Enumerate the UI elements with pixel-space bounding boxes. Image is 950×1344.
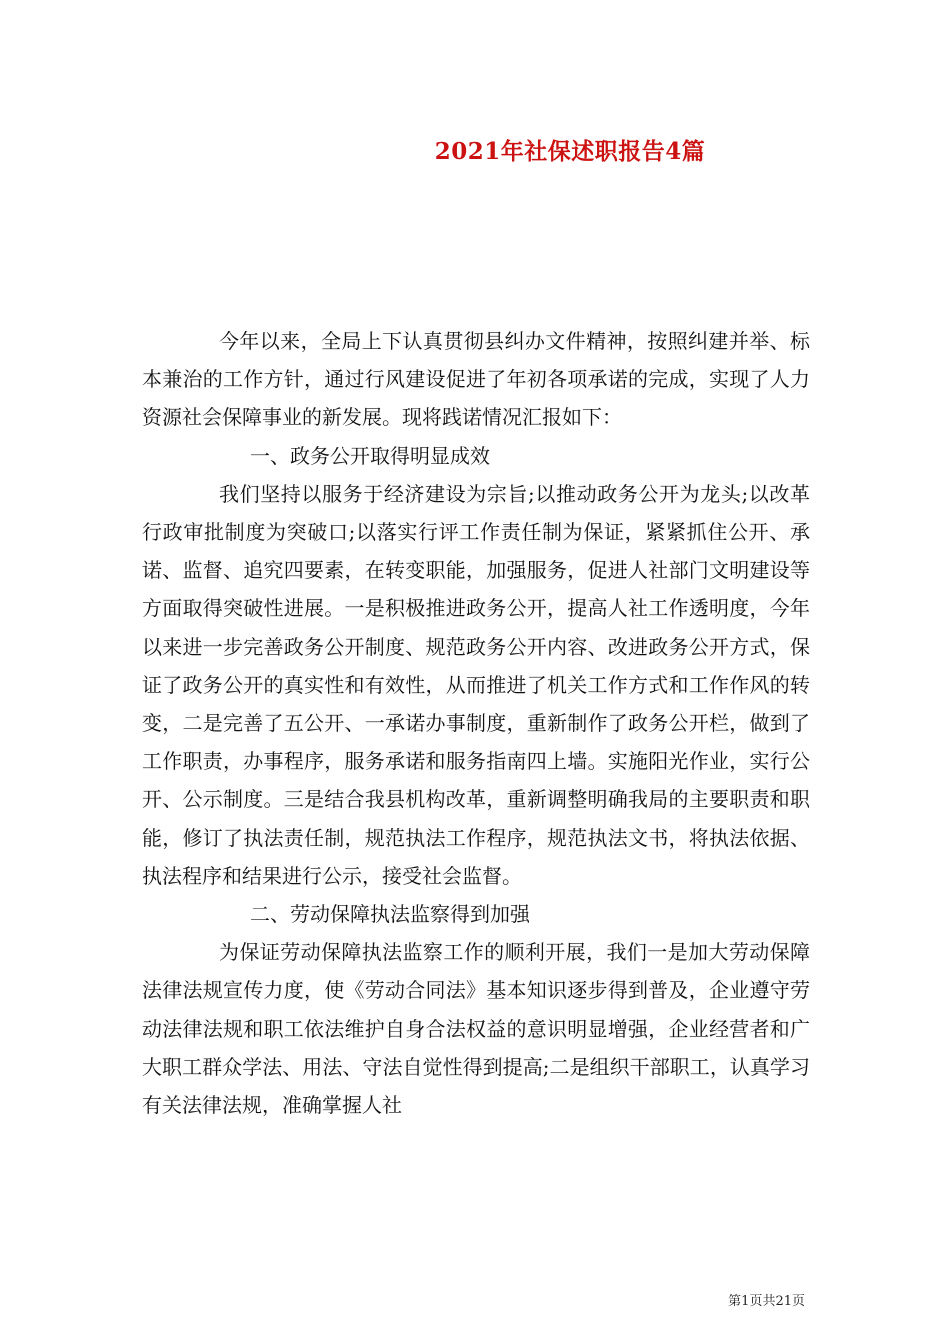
section-heading: 一、政务公开取得明显成效 (250, 443, 490, 468)
body-paragraph: 今年以来，全局上下认真贯彻县纠办文件精神，按照纠建并举、标本兼治的工作方针，通过行风建设促进了年初各项承诺的完成，实现了人力资源社会保障事业的新发展。现将践诺情况汇报如下： (142, 329, 810, 430)
document-body (142, 322, 810, 1124)
section-heading: 二、劳动保障执法监察得到加强 (250, 902, 530, 927)
document-title: 2021年社保述职报告4篇 (434, 138, 706, 165)
body-paragraph: 为保证劳动保障执法监察工作的顺利开展，我们一是加大劳动保障法律法规宣传力度，使《劳动合同法》基本知识逐步得到普及，企业遵守劳动法律法规和职工依法维护自身合法权益的意识明显增强，企业经营者和广大职工群众学法、用法、守法自觉性得到提高;二是组织干部职工，认真学习有关法律法规，准确掌握人社 (142, 940, 810, 1118)
page-number-footer: 第1页共21页 (728, 1294, 805, 1309)
body-paragraph: 我们坚持以服务于经济建设为宗旨;以推动政务公开为龙头;以改革行政审批制度为突破口;以落实行评工作责任制为保证，紧紧抓住公开、承诺、监督、追究四要素，在转变职能，加强服务，促进人社部门文明建设等方面取得突破性进展。一是积极推进政务公开，提高人社工作透明度，今年以来进一步完善政务公开制度、规范政务公开内容、改进政务公开方式，保证了政务公开的真实性和有效性，从而推进了机关工作方式和工作作风的转变，二是完善了五公开、一承诺办事制度，重新制作了政务公开栏，做到了工作职责，办事程序，服务承诺和服务指南四上墙。实施阳光作业，实行公开、公示制度。三是结合我县机构改革，重新调整明确我局的主要职责和职能，修订了执法责任制，规范执法工作程序，规范执法文书，将执法依据、执法程序和结果进行公示，接受社会监督。 (142, 481, 810, 888)
